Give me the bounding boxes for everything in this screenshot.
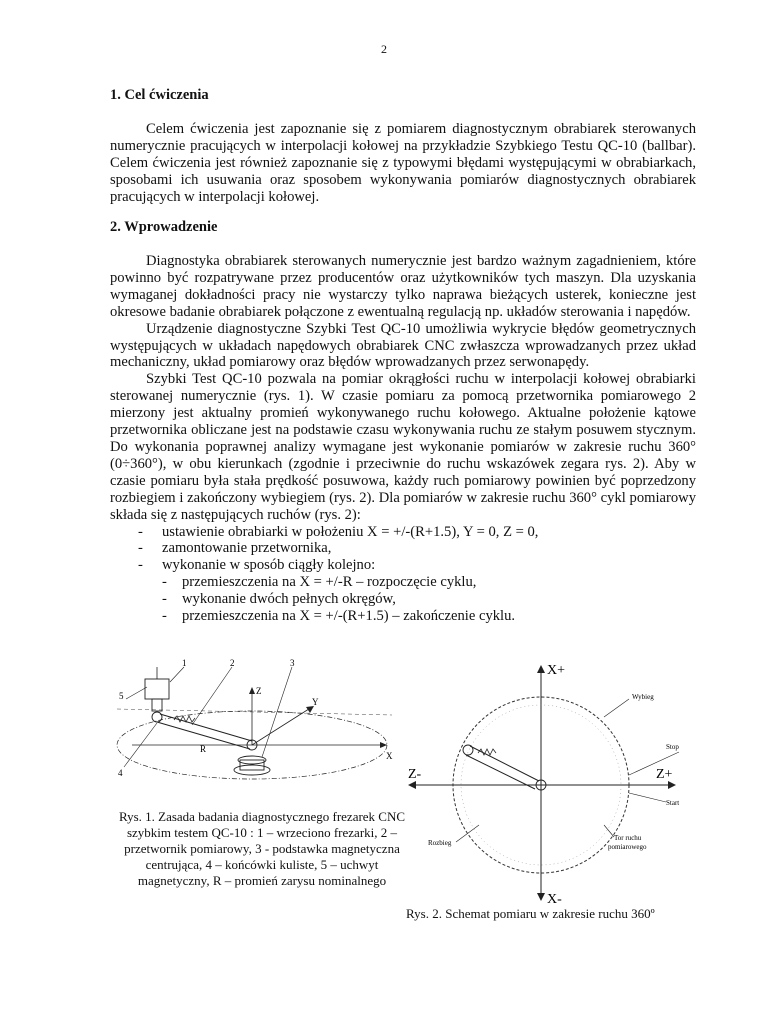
section2-heading: 2. Wprowadzenie: [110, 219, 218, 235]
list-item: - ustawienie obrabiarki w położeniu X = +/-(R+1.5), Y = 0, Z = 0,: [110, 524, 696, 541]
list-item: - wykonanie w sposób ciągły kolejno:: [110, 557, 696, 574]
steps-list: [110, 524, 696, 625]
figure-2-caption: Rys. 2. Schemat pomiaru w zakresie ruchu 360º: [406, 906, 655, 921]
list-item: - zamontowanie przetwornika,: [110, 540, 696, 557]
horizontal-arrow-left: [408, 781, 416, 789]
label-2: 2: [230, 658, 235, 668]
sub-list-item: - przemieszczenia na X = +/-R – rozpoczęcie cyklu,: [110, 574, 696, 591]
label-5: 5: [119, 691, 124, 701]
label-y: Y: [312, 697, 319, 707]
figure-2-diagram: [404, 657, 704, 907]
section1-paragraph: Celem ćwiczenia jest zapoznanie się z pomiarem diagnostycznym obrabiarek sterowanych numerycznie pracujących w interpolacji kołowej na przykładzie Szybkiego Testu QC-10 (ballbar). Celem ćwiczenia jest również zapoznanie się z typowymi błędami występującymi w obrabiarkach, sposobami ich usuwania oraz sposobem wykonywania pomiarów diagnostycznych obrabiarek pracujących w interpolacji kołowej.: [110, 121, 696, 205]
label-rozbieg: Rozbieg: [428, 839, 452, 847]
leader-wybieg: [604, 699, 629, 717]
leader-2: [192, 667, 232, 725]
label-x: X: [386, 751, 393, 761]
vertical-arrow-down: [537, 893, 545, 901]
leader-3: [262, 667, 292, 757]
label-r: R: [200, 744, 207, 754]
label-3: 3: [290, 658, 295, 668]
figure-1-caption: Rys. 1. Zasada badania diagnostycznego frezarek CNC szybkim testem QC-10 : 1 – wrzeciono frezarki, 2 – przetwornik pomiarowy, 3 - podstawka magnetyczna centrująca, 4 – końcówki kuliste, 5 – uchwyt magnetyczny, R – promień zarysu nominalnego: [118, 809, 406, 888]
horizontal-arrow-right: [668, 781, 676, 789]
section2-paragraph-3: Szybki Test QC-10 pozwala na pomiar okrągłości ruchu w interpolacji kołowej obrabiarki sterowanej numerycznie (rys. 1). W czasie pomiaru za pomocą przetwornika pomiarowego 2 mierzony jest aktualny promień wykonywanego ruchu kołowego. Aktualne położenie kątowe przetwornika obliczane jest na podstawie czasu wykonywania ruchu ze stałym posuwem stycznym. Do wykonania poprawnej analizy wymagane jest wykonanie pomiarów w zakresie ruchu 360° (0÷360°), w obu kierunkach (zgodnie i przeciwnie do ruchu wskazówek zegara rys. 2). Aby w czasie pomiaru była stała prędkość posuwowa, każdy ruch pomiarowy powinien być poprzedzony rozbiegiem i zakończony wybiegiem (rys. 2). Dla pomiarów w zakresie ruchu 360° cykl pomiarowy składa się z następujących ruchów (rys. 2):: [110, 371, 696, 523]
sub-list-item: - wykonanie dwóch pełnych okręgów,: [110, 591, 696, 608]
label-zminus: Z-: [408, 767, 422, 782]
leader-1: [170, 667, 184, 682]
transducer-bottom: [466, 755, 535, 789]
page-number: 2: [381, 42, 387, 56]
section2-body: [110, 253, 696, 625]
figure-1-diagram: [112, 657, 412, 807]
section2-paragraph-1: Diagnostyka obrabiarek sterowanych numerycznie jest bardzo ważnym zagadnieniem, które powinno być rozpatrywane przez producentów oraz użytkowników tych maszyn. Dla uzyskania wymaganej dokładności pracy nie wystarczy tylko naprawa bieżących usterek, konieczne jest okresowe badanie obrabiarek połączone z ewentualną regulacją np. układów sterowania i napędów.: [110, 253, 696, 320]
leader-rozbieg: [456, 825, 479, 842]
y-arrow: [306, 706, 314, 713]
label-stop: Stop: [666, 743, 679, 751]
z-arrow: [249, 687, 255, 694]
label-start: Start: [666, 799, 680, 807]
leader-5: [126, 687, 147, 699]
spindle-tip: [152, 699, 162, 711]
x-arrow: [380, 742, 387, 748]
ball-spindle: [152, 712, 162, 722]
section2-paragraph-2: Urządzenie diagnostyczne Szybki Test QC-10 umożliwia wykrycie błędów geometrycznych występujących w układach napędowych obrabiarek CNC zwłaszcza wprowadzanych przez układ mechaniczny, układ pomiarowy oraz błędów wprowadzanych przez serwonapędy.: [110, 320, 696, 371]
label-xplus: X+: [547, 663, 566, 678]
label-wybieg: Wybieg: [632, 693, 654, 701]
section1-body: [110, 121, 696, 206]
label-zplus: Z+: [656, 767, 673, 782]
label-tor-line2: pomiarowego: [608, 843, 647, 851]
label-1: 1: [182, 658, 187, 668]
spindle-holder: [145, 679, 169, 699]
label-4: 4: [118, 768, 123, 778]
transducer-top: [160, 714, 252, 741]
section1-heading: 1. Cel ćwiczenia: [110, 87, 209, 103]
sub-list-item: - przemieszczenia na X = +/-(R+1.5) – zakończenie cyklu.: [110, 608, 696, 625]
leader-start: [629, 793, 666, 802]
label-z: Z: [256, 686, 262, 696]
vertical-arrow-up: [537, 665, 545, 673]
y-axis: [252, 707, 312, 745]
label-tor-line1: Tor ruchu: [614, 834, 642, 842]
transducer-top: [470, 746, 539, 781]
label-xminus: X-: [547, 892, 562, 907]
